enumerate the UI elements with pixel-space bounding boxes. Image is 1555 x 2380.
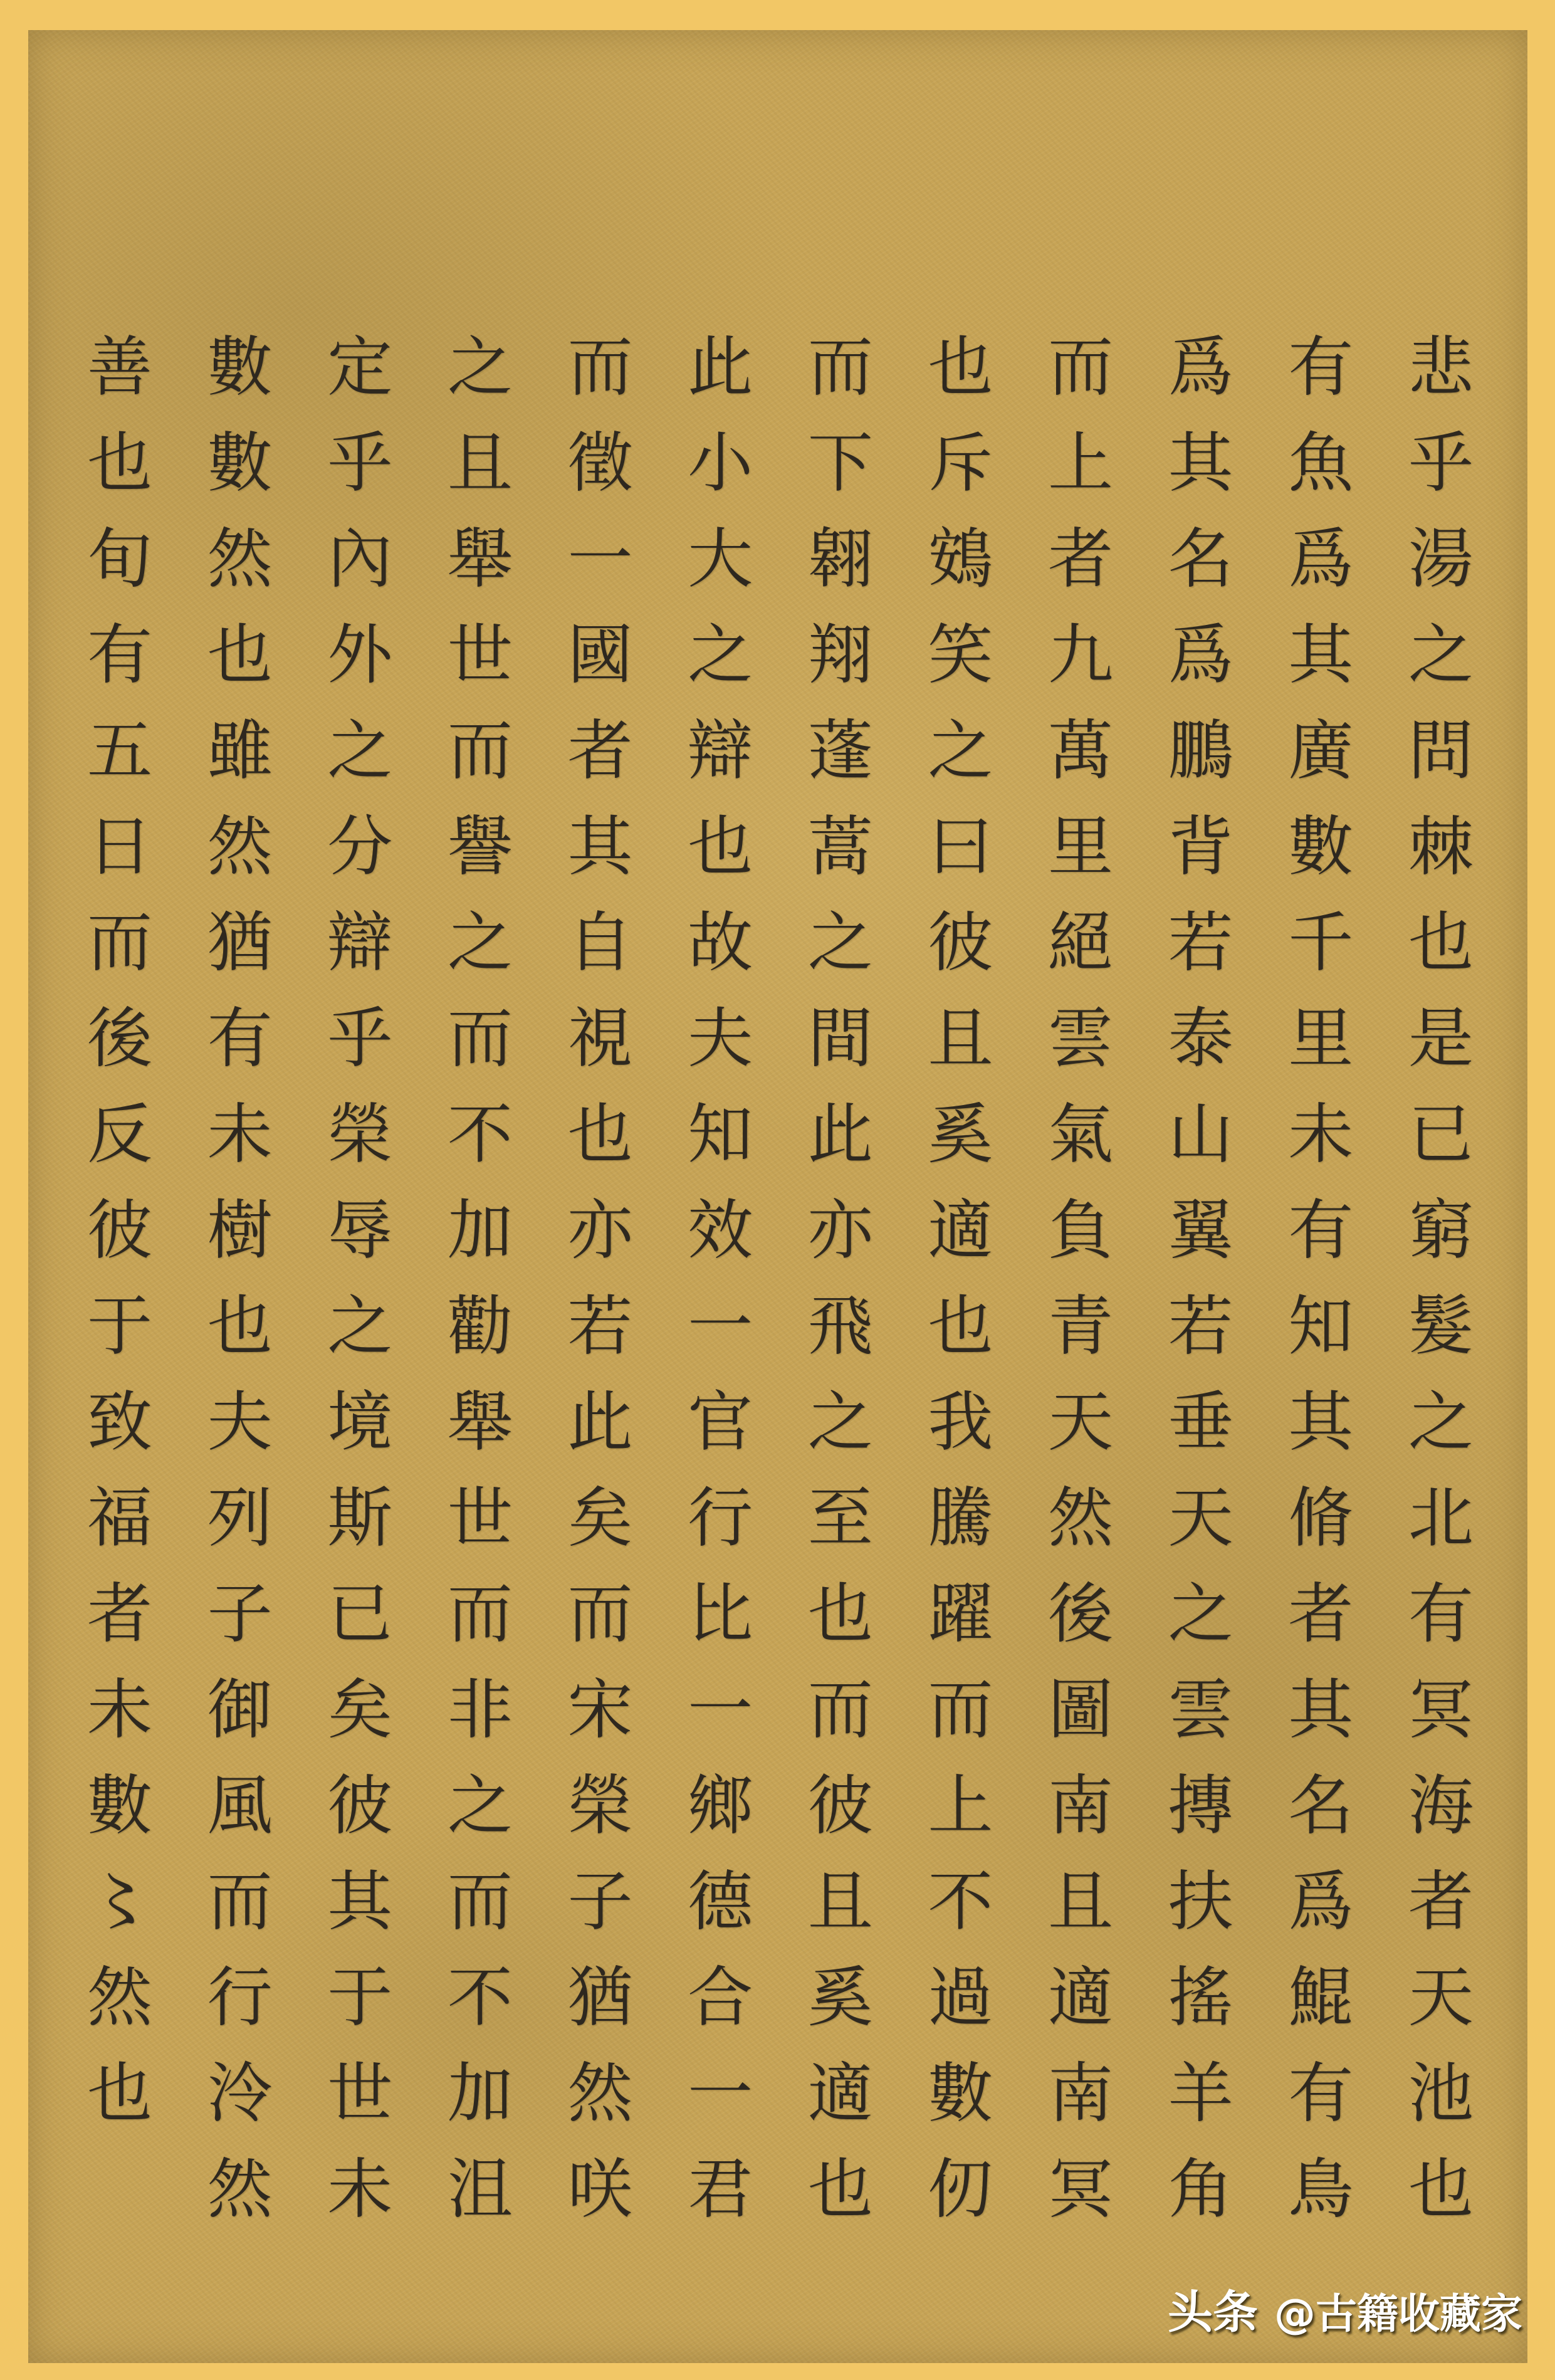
text-column-3: 爲其名爲鵬背若泰山翼若垂天之雲摶扶搖羊角 <box>1156 332 1233 2250</box>
text-column-4: 而上者九萬里絕雲氣負青天然後圖南且適南冥 <box>1037 332 1113 2250</box>
manuscript-paper <box>28 30 1527 2363</box>
text-column-6: 而下翱翔蓬蒿之間此亦飛之至也而彼且奚適也 <box>796 332 873 2250</box>
text-column-5: 也斥鴳笑之曰彼且奚適也我騰躍而上不過數仞 <box>916 332 993 2250</box>
text-column-11: 數數然也雖然猶有未樹也夫列子御風而行泠然 <box>196 332 273 2250</box>
watermark-brand: 头条 <box>1167 2286 1258 2339</box>
text-column-10: 定乎內外之分辯乎榮辱之境斯已矣彼其于世未 <box>316 332 393 2250</box>
watermark <box>1168 2276 1522 2341</box>
text-column-7: 此小大之辯也故夫知效一官行比一鄉德合一君 <box>676 332 753 2250</box>
text-column-2: 有魚爲其廣數千里未有知其脩者其名爲鯤有鳥 <box>1277 332 1354 2250</box>
text-column-9: 之且舉世而譽之而不加勸舉世而非之而不加沮 <box>436 332 513 2250</box>
watermark-handle: @古籍收藏家 <box>1274 2290 1522 2338</box>
calligraphy-text-block <box>76 332 1474 2252</box>
text-column-12: 善也旬有五日而後反彼于致福者未數〻然也 <box>76 332 152 2154</box>
text-column-8: 而徵一國者其自視也亦若此矣而宋榮子猶然咲 <box>556 332 633 2250</box>
text-column-1: 悲乎湯之問棘也是已窮髮之北有冥海者天池也 <box>1396 332 1474 2250</box>
